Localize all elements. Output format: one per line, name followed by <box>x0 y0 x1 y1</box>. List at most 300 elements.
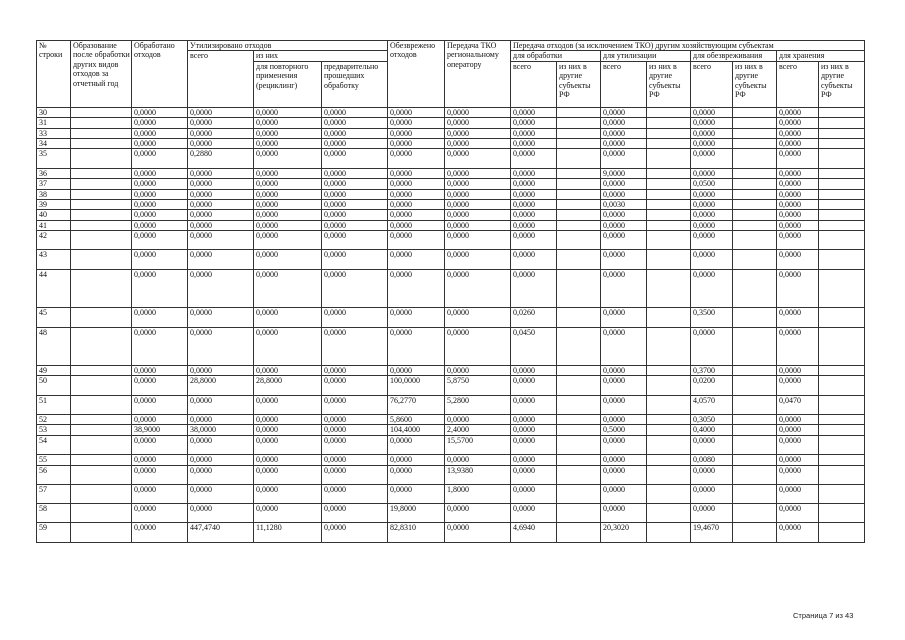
table-cell: 0,0000 <box>601 308 647 327</box>
table-row <box>37 149 865 168</box>
table-cell <box>819 455 865 465</box>
table-cell <box>71 128 132 138</box>
table-cell: 0,0000 <box>777 308 819 327</box>
table-cell: 0,0000 <box>601 118 647 128</box>
table-cell: 0,0000 <box>254 425 322 435</box>
table-cell: 0,0000 <box>445 455 511 465</box>
table-cell <box>71 504 132 523</box>
table-cell <box>557 395 601 414</box>
table-cell: 0,0000 <box>254 139 322 149</box>
table-cell: 0,0000 <box>132 128 188 138</box>
table-cell <box>557 210 601 220</box>
table-cell: 0,2880 <box>188 149 254 168</box>
table-cell <box>819 231 865 250</box>
table-cell: 0,0000 <box>322 435 388 454</box>
table-cell <box>819 415 865 425</box>
table-cell: 0,0000 <box>132 118 188 128</box>
table-cell: 0,0000 <box>601 179 647 189</box>
table-cell: 0,0000 <box>691 118 733 128</box>
table-cell <box>71 435 132 454</box>
table-cell: 0,0000 <box>188 210 254 220</box>
table-row <box>37 435 865 454</box>
table-cell: 0,0000 <box>388 465 445 484</box>
table-cell <box>557 435 601 454</box>
table-cell: 0,0000 <box>322 189 388 199</box>
table-cell: 0,0000 <box>511 168 557 178</box>
table-cell: 0,0000 <box>691 231 733 250</box>
header-utilization-other-subjects: из них в другие субъекты РФ <box>647 61 691 107</box>
table-cell <box>733 231 777 250</box>
table-row <box>37 484 865 503</box>
table-cell: 0,0000 <box>691 269 733 308</box>
header-for-processing: для обработки <box>511 51 601 61</box>
table-row <box>37 366 865 376</box>
table-cell: 0,0000 <box>188 327 254 366</box>
table-cell: 0,0000 <box>188 435 254 454</box>
header-processing-total: всего <box>511 61 557 107</box>
table-cell <box>71 376 132 395</box>
table-cell: 0,0000 <box>254 189 322 199</box>
table-cell: 0,0000 <box>777 269 819 308</box>
table-cell <box>557 179 601 189</box>
table-cell <box>557 118 601 128</box>
table-cell: 0,0000 <box>777 435 819 454</box>
table-cell: 0,0000 <box>322 327 388 366</box>
table-cell: 0,0000 <box>445 523 511 542</box>
table-cell <box>557 149 601 168</box>
table-row <box>37 395 865 414</box>
table-cell: 0,0000 <box>511 231 557 250</box>
table-cell: 0,0000 <box>601 250 647 269</box>
table-cell <box>71 179 132 189</box>
table-cell: 0,0000 <box>445 269 511 308</box>
header-utilized-total: всего <box>188 51 254 107</box>
table-cell: 0,0000 <box>445 504 511 523</box>
table-row <box>37 168 865 178</box>
table-cell <box>733 189 777 199</box>
table-cell <box>647 128 691 138</box>
table-cell: 0,0000 <box>511 189 557 199</box>
row-number-cell: 35 <box>37 149 71 168</box>
table-cell: 0,0000 <box>777 376 819 395</box>
table-cell: 0,0000 <box>254 435 322 454</box>
table-cell: 11,1280 <box>254 523 322 542</box>
table-row <box>37 210 865 220</box>
table-cell: 0,0000 <box>691 220 733 230</box>
header-transfer: Передача отходов (за исключением ТКО) другим хозяйствующим субъектам <box>511 41 865 51</box>
table-cell: 0,0000 <box>511 128 557 138</box>
table-cell <box>71 327 132 366</box>
table-cell <box>819 250 865 269</box>
table-cell <box>647 435 691 454</box>
table-cell <box>733 107 777 117</box>
table-cell: 0,0000 <box>445 231 511 250</box>
table-cell: 0,0000 <box>511 435 557 454</box>
header-tko: Передача ТКО региональному оператору <box>445 41 511 108</box>
table-cell: 0,0000 <box>691 435 733 454</box>
table-cell <box>557 465 601 484</box>
table-cell: 0,0000 <box>777 504 819 523</box>
table-cell <box>647 327 691 366</box>
table-cell <box>819 139 865 149</box>
row-number-cell: 54 <box>37 435 71 454</box>
table-cell <box>647 395 691 414</box>
table-cell <box>647 199 691 209</box>
page-number: Страница 7 из 43 <box>793 611 854 620</box>
row-number-cell: 36 <box>37 168 71 178</box>
table-cell: 0,0000 <box>132 269 188 308</box>
table-cell: 0,0000 <box>601 435 647 454</box>
table-cell <box>819 376 865 395</box>
table-cell: 0,0000 <box>601 269 647 308</box>
table-cell: 0,0000 <box>322 139 388 149</box>
table-cell: 0,0000 <box>691 484 733 503</box>
table-cell <box>647 168 691 178</box>
table-row <box>37 425 865 435</box>
table-cell: 0,0000 <box>777 210 819 220</box>
table-cell: 0,0000 <box>322 199 388 209</box>
table-cell: 0,0000 <box>445 366 511 376</box>
table-cell <box>819 504 865 523</box>
table-row <box>37 327 865 366</box>
table-cell: 0,0000 <box>322 425 388 435</box>
table-cell: 28,8000 <box>188 376 254 395</box>
table-row <box>37 455 865 465</box>
table-cell: 0,0000 <box>777 484 819 503</box>
table-cell <box>71 107 132 117</box>
table-cell <box>557 455 601 465</box>
table-cell: 0,0000 <box>777 139 819 149</box>
table-cell: 0,0000 <box>511 139 557 149</box>
table-cell <box>733 504 777 523</box>
table-cell: 0,0000 <box>254 128 322 138</box>
table-cell <box>71 139 132 149</box>
table-cell: 0,0000 <box>511 484 557 503</box>
row-number-cell: 55 <box>37 455 71 465</box>
table-cell: 0,0000 <box>254 269 322 308</box>
row-number-cell: 58 <box>37 504 71 523</box>
table-cell: 20,3020 <box>601 523 647 542</box>
table-cell: 0,0000 <box>691 465 733 484</box>
table-cell <box>557 327 601 366</box>
table-cell <box>647 250 691 269</box>
header-processed: Обработано отходов <box>132 41 188 108</box>
table-cell: 0,0000 <box>132 376 188 395</box>
table-cell: 0,0000 <box>188 139 254 149</box>
table-cell: 0,0000 <box>601 327 647 366</box>
table-cell <box>71 149 132 168</box>
table-cell: 0,0000 <box>445 210 511 220</box>
row-number-cell: 48 <box>37 327 71 366</box>
table-cell: 0,0000 <box>322 376 388 395</box>
table-row <box>37 250 865 269</box>
table-cell <box>819 269 865 308</box>
table-cell: 0,0000 <box>322 210 388 220</box>
table-cell: 0,0000 <box>511 149 557 168</box>
table-cell <box>733 327 777 366</box>
table-cell <box>819 220 865 230</box>
table-cell <box>71 425 132 435</box>
table-cell: 0,0000 <box>388 366 445 376</box>
header-for-utilization: для утилизации <box>601 51 691 61</box>
table-cell: 0,0000 <box>445 220 511 230</box>
table-cell: 0,0000 <box>511 118 557 128</box>
table-row <box>37 128 865 138</box>
table-cell <box>71 269 132 308</box>
table-cell <box>733 168 777 178</box>
table-cell: 0,3050 <box>691 415 733 425</box>
table-cell: 0,0000 <box>188 269 254 308</box>
table-cell <box>733 376 777 395</box>
row-number-cell: 41 <box>37 220 71 230</box>
header-utilized: Утилизировано отходов <box>188 41 388 51</box>
table-cell: 0,0000 <box>388 327 445 366</box>
table-cell <box>647 118 691 128</box>
table-cell: 0,0000 <box>511 504 557 523</box>
table-cell: 0,0000 <box>322 395 388 414</box>
table-cell: 0,0000 <box>511 107 557 117</box>
table-cell <box>647 504 691 523</box>
table-cell: 0,0000 <box>132 199 188 209</box>
table-cell <box>819 179 865 189</box>
header-preprocessing: предварительно прошедших обработку <box>322 61 388 107</box>
table-cell: 0,0000 <box>777 220 819 230</box>
table-cell <box>819 465 865 484</box>
table-cell: 19,8000 <box>388 504 445 523</box>
header-utilization-total: всего <box>601 61 647 107</box>
table-cell <box>647 269 691 308</box>
table-cell: 0,0000 <box>188 455 254 465</box>
table-cell: 0,0000 <box>132 168 188 178</box>
table-row <box>37 139 865 149</box>
table-cell: 0,0000 <box>132 435 188 454</box>
table-cell: 0,0000 <box>691 107 733 117</box>
table-cell <box>71 210 132 220</box>
table-cell: 0,0000 <box>691 128 733 138</box>
table-cell: 0,0000 <box>132 504 188 523</box>
table-row <box>37 189 865 199</box>
table-cell: 0,0000 <box>445 139 511 149</box>
table-cell: 0,0000 <box>445 308 511 327</box>
table-cell: 0,0000 <box>388 210 445 220</box>
header-neutralization-other-subjects: из них в другие субъекты РФ <box>733 61 777 107</box>
table-cell: 0,0000 <box>388 308 445 327</box>
table-cell: 0,0000 <box>322 107 388 117</box>
header-for-neutralization: для обезвреживания <box>691 51 777 61</box>
table-cell <box>647 376 691 395</box>
table-cell <box>71 250 132 269</box>
table-cell: 0,0000 <box>511 455 557 465</box>
table-cell <box>819 435 865 454</box>
table-row <box>37 269 865 308</box>
table-cell: 0,0000 <box>601 376 647 395</box>
table-cell <box>71 308 132 327</box>
table-cell <box>819 395 865 414</box>
table-cell: 0,3700 <box>691 366 733 376</box>
table-cell: 0,0000 <box>601 128 647 138</box>
table-cell <box>733 269 777 308</box>
table-cell: 0,0000 <box>388 231 445 250</box>
row-number-cell: 34 <box>37 139 71 149</box>
row-number-cell: 57 <box>37 484 71 503</box>
table-cell: 0,0000 <box>322 484 388 503</box>
table-cell: 0,0000 <box>132 455 188 465</box>
table-cell <box>557 189 601 199</box>
table-cell: 0,0000 <box>254 220 322 230</box>
table-cell <box>71 523 132 542</box>
table-cell: 0,0000 <box>445 107 511 117</box>
table-cell: 0,0000 <box>777 250 819 269</box>
table-cell: 0,0000 <box>691 168 733 178</box>
table-cell <box>557 484 601 503</box>
table-cell: 0,0000 <box>777 118 819 128</box>
table-cell <box>71 168 132 178</box>
table-cell: 0,0450 <box>511 327 557 366</box>
table-cell <box>647 484 691 503</box>
row-number-cell: 39 <box>37 199 71 209</box>
table-cell <box>819 168 865 178</box>
table-cell <box>733 220 777 230</box>
table-cell: 0,0000 <box>254 199 322 209</box>
table-cell <box>733 210 777 220</box>
table-cell: 0,0000 <box>132 465 188 484</box>
table-cell <box>647 415 691 425</box>
table-cell: 0,0000 <box>254 455 322 465</box>
table-cell: 0,0000 <box>254 168 322 178</box>
row-number-cell: 49 <box>37 366 71 376</box>
waste-report-sheet <box>36 40 864 543</box>
table-cell: 0,0000 <box>254 327 322 366</box>
table-cell: 0,0000 <box>601 395 647 414</box>
table-cell: 4,0570 <box>691 395 733 414</box>
table-cell: 0,0000 <box>132 139 188 149</box>
table-cell: 0,0000 <box>188 179 254 189</box>
table-cell <box>733 118 777 128</box>
table-cell <box>733 455 777 465</box>
table-cell: 0,0000 <box>254 179 322 189</box>
table-cell <box>557 415 601 425</box>
row-number-cell: 59 <box>37 523 71 542</box>
table-cell: 0,0000 <box>777 415 819 425</box>
table-cell: 0,0080 <box>691 455 733 465</box>
row-number-cell: 56 <box>37 465 71 484</box>
table-cell <box>647 220 691 230</box>
table-cell: 0,0000 <box>254 210 322 220</box>
table-cell <box>819 308 865 327</box>
table-cell: 0,0000 <box>132 415 188 425</box>
table-cell: 0,0000 <box>132 149 188 168</box>
table-cell: 0,0000 <box>188 231 254 250</box>
table-cell: 0,0000 <box>777 149 819 168</box>
table-cell: 0,0000 <box>132 231 188 250</box>
table-cell: 38,0000 <box>188 425 254 435</box>
table-cell: 0,0000 <box>322 415 388 425</box>
table-cell: 0,0000 <box>777 179 819 189</box>
table-cell: 0,0000 <box>388 118 445 128</box>
table-cell <box>557 231 601 250</box>
table-cell: 0,0000 <box>322 250 388 269</box>
table-cell: 0,0000 <box>132 308 188 327</box>
row-number-cell: 51 <box>37 395 71 414</box>
table-cell: 104,4000 <box>388 425 445 435</box>
table-cell: 0,0000 <box>388 179 445 189</box>
header-row-number: № строки <box>37 41 71 108</box>
table-cell: 1,8000 <box>445 484 511 503</box>
table-cell: 0,0000 <box>132 395 188 414</box>
table-cell <box>733 179 777 189</box>
table-cell: 0,0000 <box>132 107 188 117</box>
table-header <box>37 41 865 108</box>
table-cell: 0,0000 <box>691 189 733 199</box>
table-cell <box>819 425 865 435</box>
table-cell: 0,0000 <box>691 504 733 523</box>
table-cell <box>647 139 691 149</box>
row-number-cell: 44 <box>37 269 71 308</box>
table-cell: 0,0000 <box>322 179 388 189</box>
table-cell: 0,3500 <box>691 308 733 327</box>
table-cell: 0,0000 <box>445 118 511 128</box>
table-cell <box>647 210 691 220</box>
table-cell: 0,0000 <box>445 250 511 269</box>
table-cell <box>557 308 601 327</box>
table-cell: 0,0000 <box>188 128 254 138</box>
table-cell: 0,0000 <box>188 395 254 414</box>
table-cell: 0,0000 <box>188 107 254 117</box>
table-cell: 0,0000 <box>322 118 388 128</box>
table-cell <box>647 231 691 250</box>
table-cell: 0,0000 <box>388 484 445 503</box>
table-cell <box>647 179 691 189</box>
table-cell: 0,0000 <box>445 128 511 138</box>
table-cell: 0,0000 <box>445 415 511 425</box>
row-number-cell: 38 <box>37 189 71 199</box>
table-cell: 0,0000 <box>601 210 647 220</box>
table-cell: 0,0000 <box>511 210 557 220</box>
table-cell: 0,0200 <box>691 376 733 395</box>
table-cell: 19,4670 <box>691 523 733 542</box>
table-cell: 0,0000 <box>777 128 819 138</box>
table-cell <box>71 415 132 425</box>
table-cell <box>557 269 601 308</box>
row-number-cell: 30 <box>37 107 71 117</box>
table-cell: 0,0000 <box>777 465 819 484</box>
table-cell <box>71 118 132 128</box>
table-cell: 0,0000 <box>322 366 388 376</box>
table-cell <box>647 308 691 327</box>
table-cell: 0,0000 <box>601 465 647 484</box>
table-row <box>37 465 865 484</box>
table-cell: 0,0000 <box>388 199 445 209</box>
table-cell <box>819 128 865 138</box>
table-cell: 0,0030 <box>601 199 647 209</box>
table-cell: 9,0000 <box>601 168 647 178</box>
table-cell: 5,8600 <box>388 415 445 425</box>
table-cell: 0,0000 <box>511 269 557 308</box>
table-cell <box>557 250 601 269</box>
table-cell: 0,0000 <box>322 220 388 230</box>
table-cell: 0,0000 <box>388 149 445 168</box>
table-cell: 0,0000 <box>601 455 647 465</box>
table-cell: 0,0000 <box>322 168 388 178</box>
table-cell <box>733 366 777 376</box>
table-cell: 0,0000 <box>691 210 733 220</box>
table-cell: 0,0000 <box>511 179 557 189</box>
table-cell: 0,0000 <box>601 220 647 230</box>
table-row <box>37 220 865 230</box>
table-cell: 0,0000 <box>511 425 557 435</box>
row-number-cell: 50 <box>37 376 71 395</box>
table-cell: 0,0000 <box>254 366 322 376</box>
